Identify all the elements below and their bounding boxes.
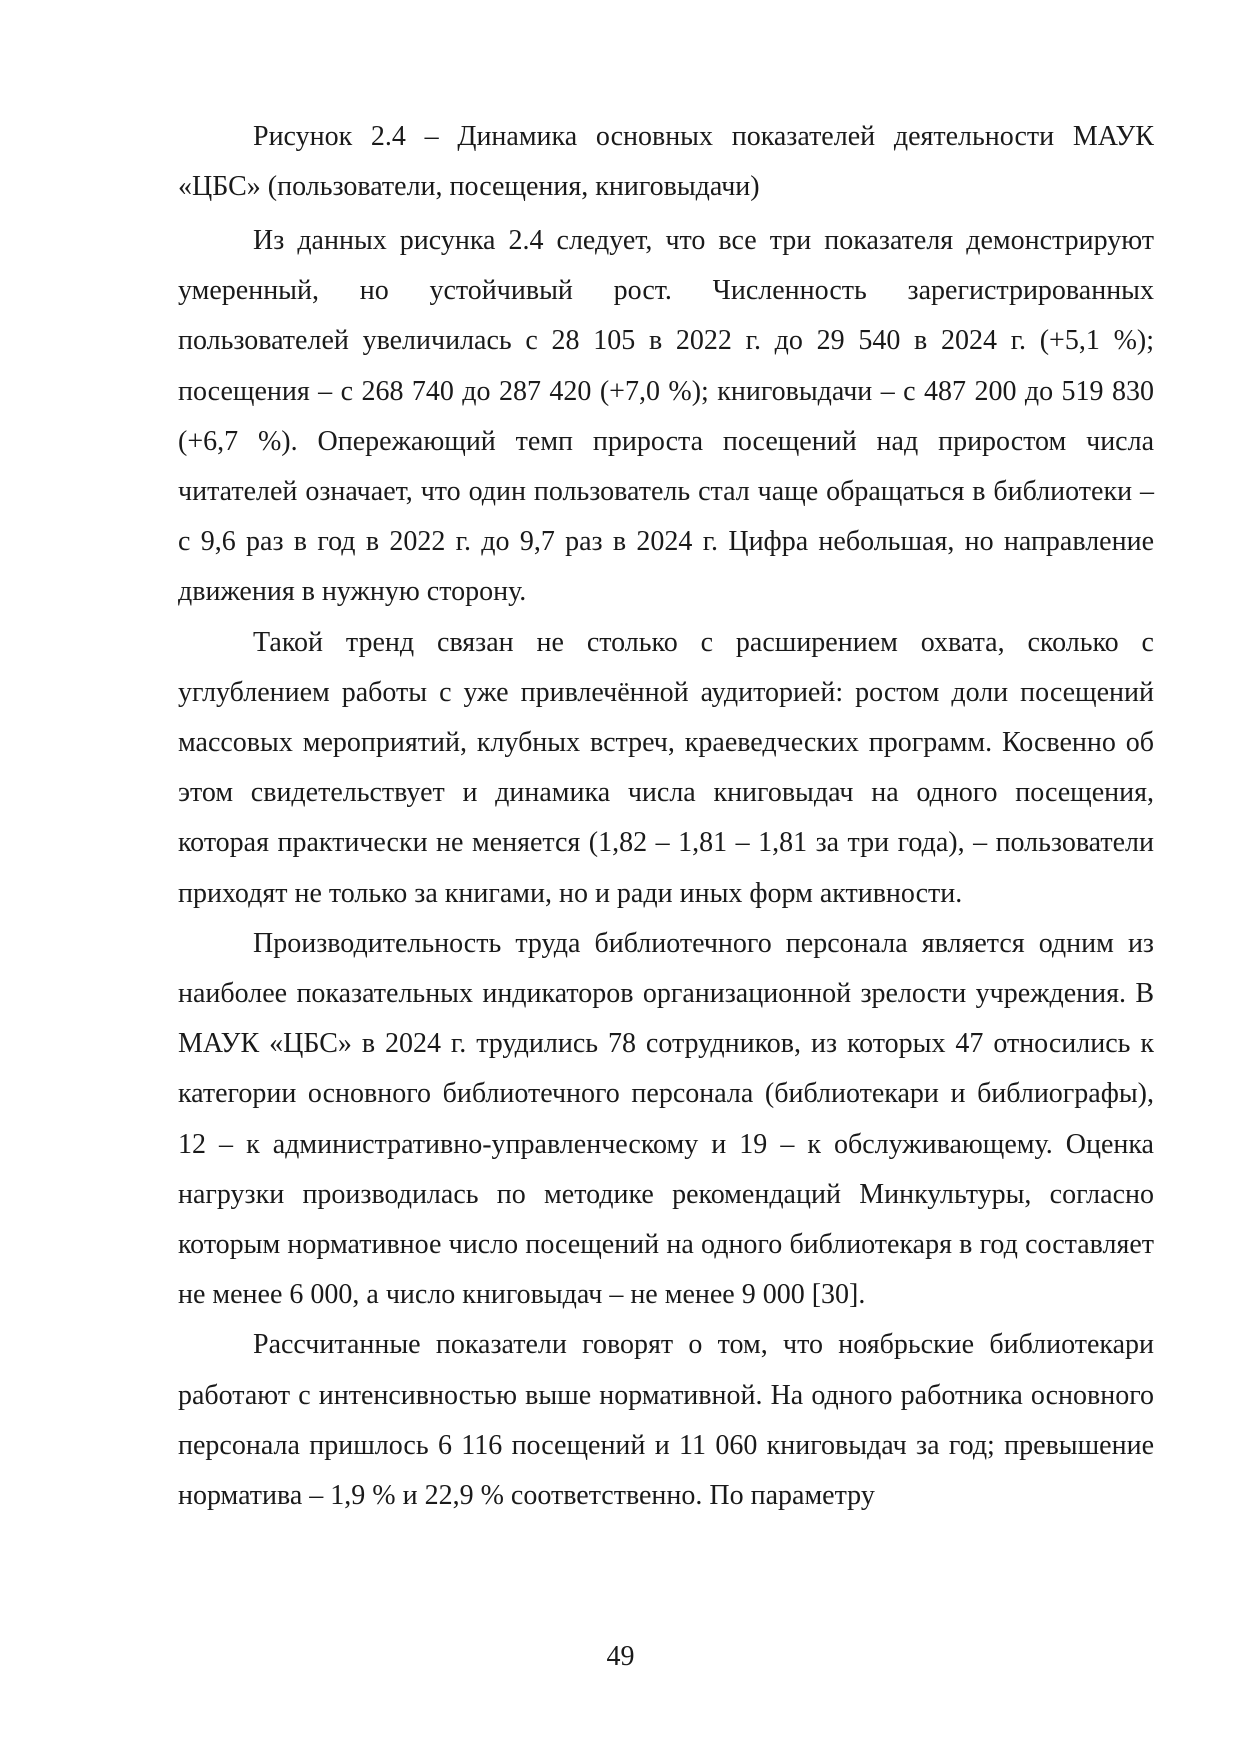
- paragraph-4: Рассчитанные показатели говорят о том, что ноябрьские библиотекари работают с интенсивностью выше нормативной. На одного работника основного персонала пришлось 6 116 посещений и 11 060 книговыдач за год; превышение норматива – 1,9 % и 22,9 % соответственно. По параметру: [178, 1329, 1154, 1512]
- paragraph-1: Из данных рисунка 2.4 следует, что все три показателя демонстрируют умеренный, но устойчивый рост. Численность зарегистрированных пользователей увеличилась с 28 105 в 2022 г. до 29 540 в 2024 г. (+5,1 %); посещения – с 268 740 до 287 420 (+7,0 %); книговыдачи – с 487 200 до 519 830 (+6,7 %). Опережающий темп прироста посещений над приростом числа читателей означает, что один пользователь стал чаще обращаться в библиотеки – с 9,6 раз в год в 2022 г. до 9,7 раз в 2024 г. Цифра небольшая, но направление движения в нужную сторону.: [178, 225, 1154, 608]
- paragraph-3: Производительность труда библиотечного персонала является одним из наиболее показательных индикаторов организационной зрелости учреждения. В МАУК «ЦБС» в 2024 г. трудились 78 сотрудников, из которых 47 относились к категории основного библиотечного персонала (библиотекари и библиографы), 12 – к административно-управленческому и 19 – к обслуживающему. Оценка нагрузки производилась по методике рекомендаций Минкультуры, согласно которым нормативное число посещений на одного библиотекаря в год составляет не менее 6 000, а число книговыдач – не менее 9 000 [30].: [178, 927, 1154, 1311]
- paragraph-2: Такой тренд связан не столько с расширением охвата, сколько с углублением работы с уже привлечённой аудиторией: ростом доли посещений массовых мероприятий, клубных встреч, краеведческих программ. Косвенно об этом свидетельствует и динамика числа книговыдач на одного посещения, которая практически не меняется (1,82 – 1,81 – 1,81 за три года), – пользователи приходят не только за книгами, но и ради иных форм активности.: [178, 626, 1154, 909]
- document-page: [178, 112, 1154, 1521]
- figure-caption: Рисунок 2.4 – Динамика основных показателей деятельности МАУК «ЦБС» (пользователи, посещения, книговыдачи): [178, 121, 1154, 202]
- page-number: 49: [606, 1641, 635, 1672]
